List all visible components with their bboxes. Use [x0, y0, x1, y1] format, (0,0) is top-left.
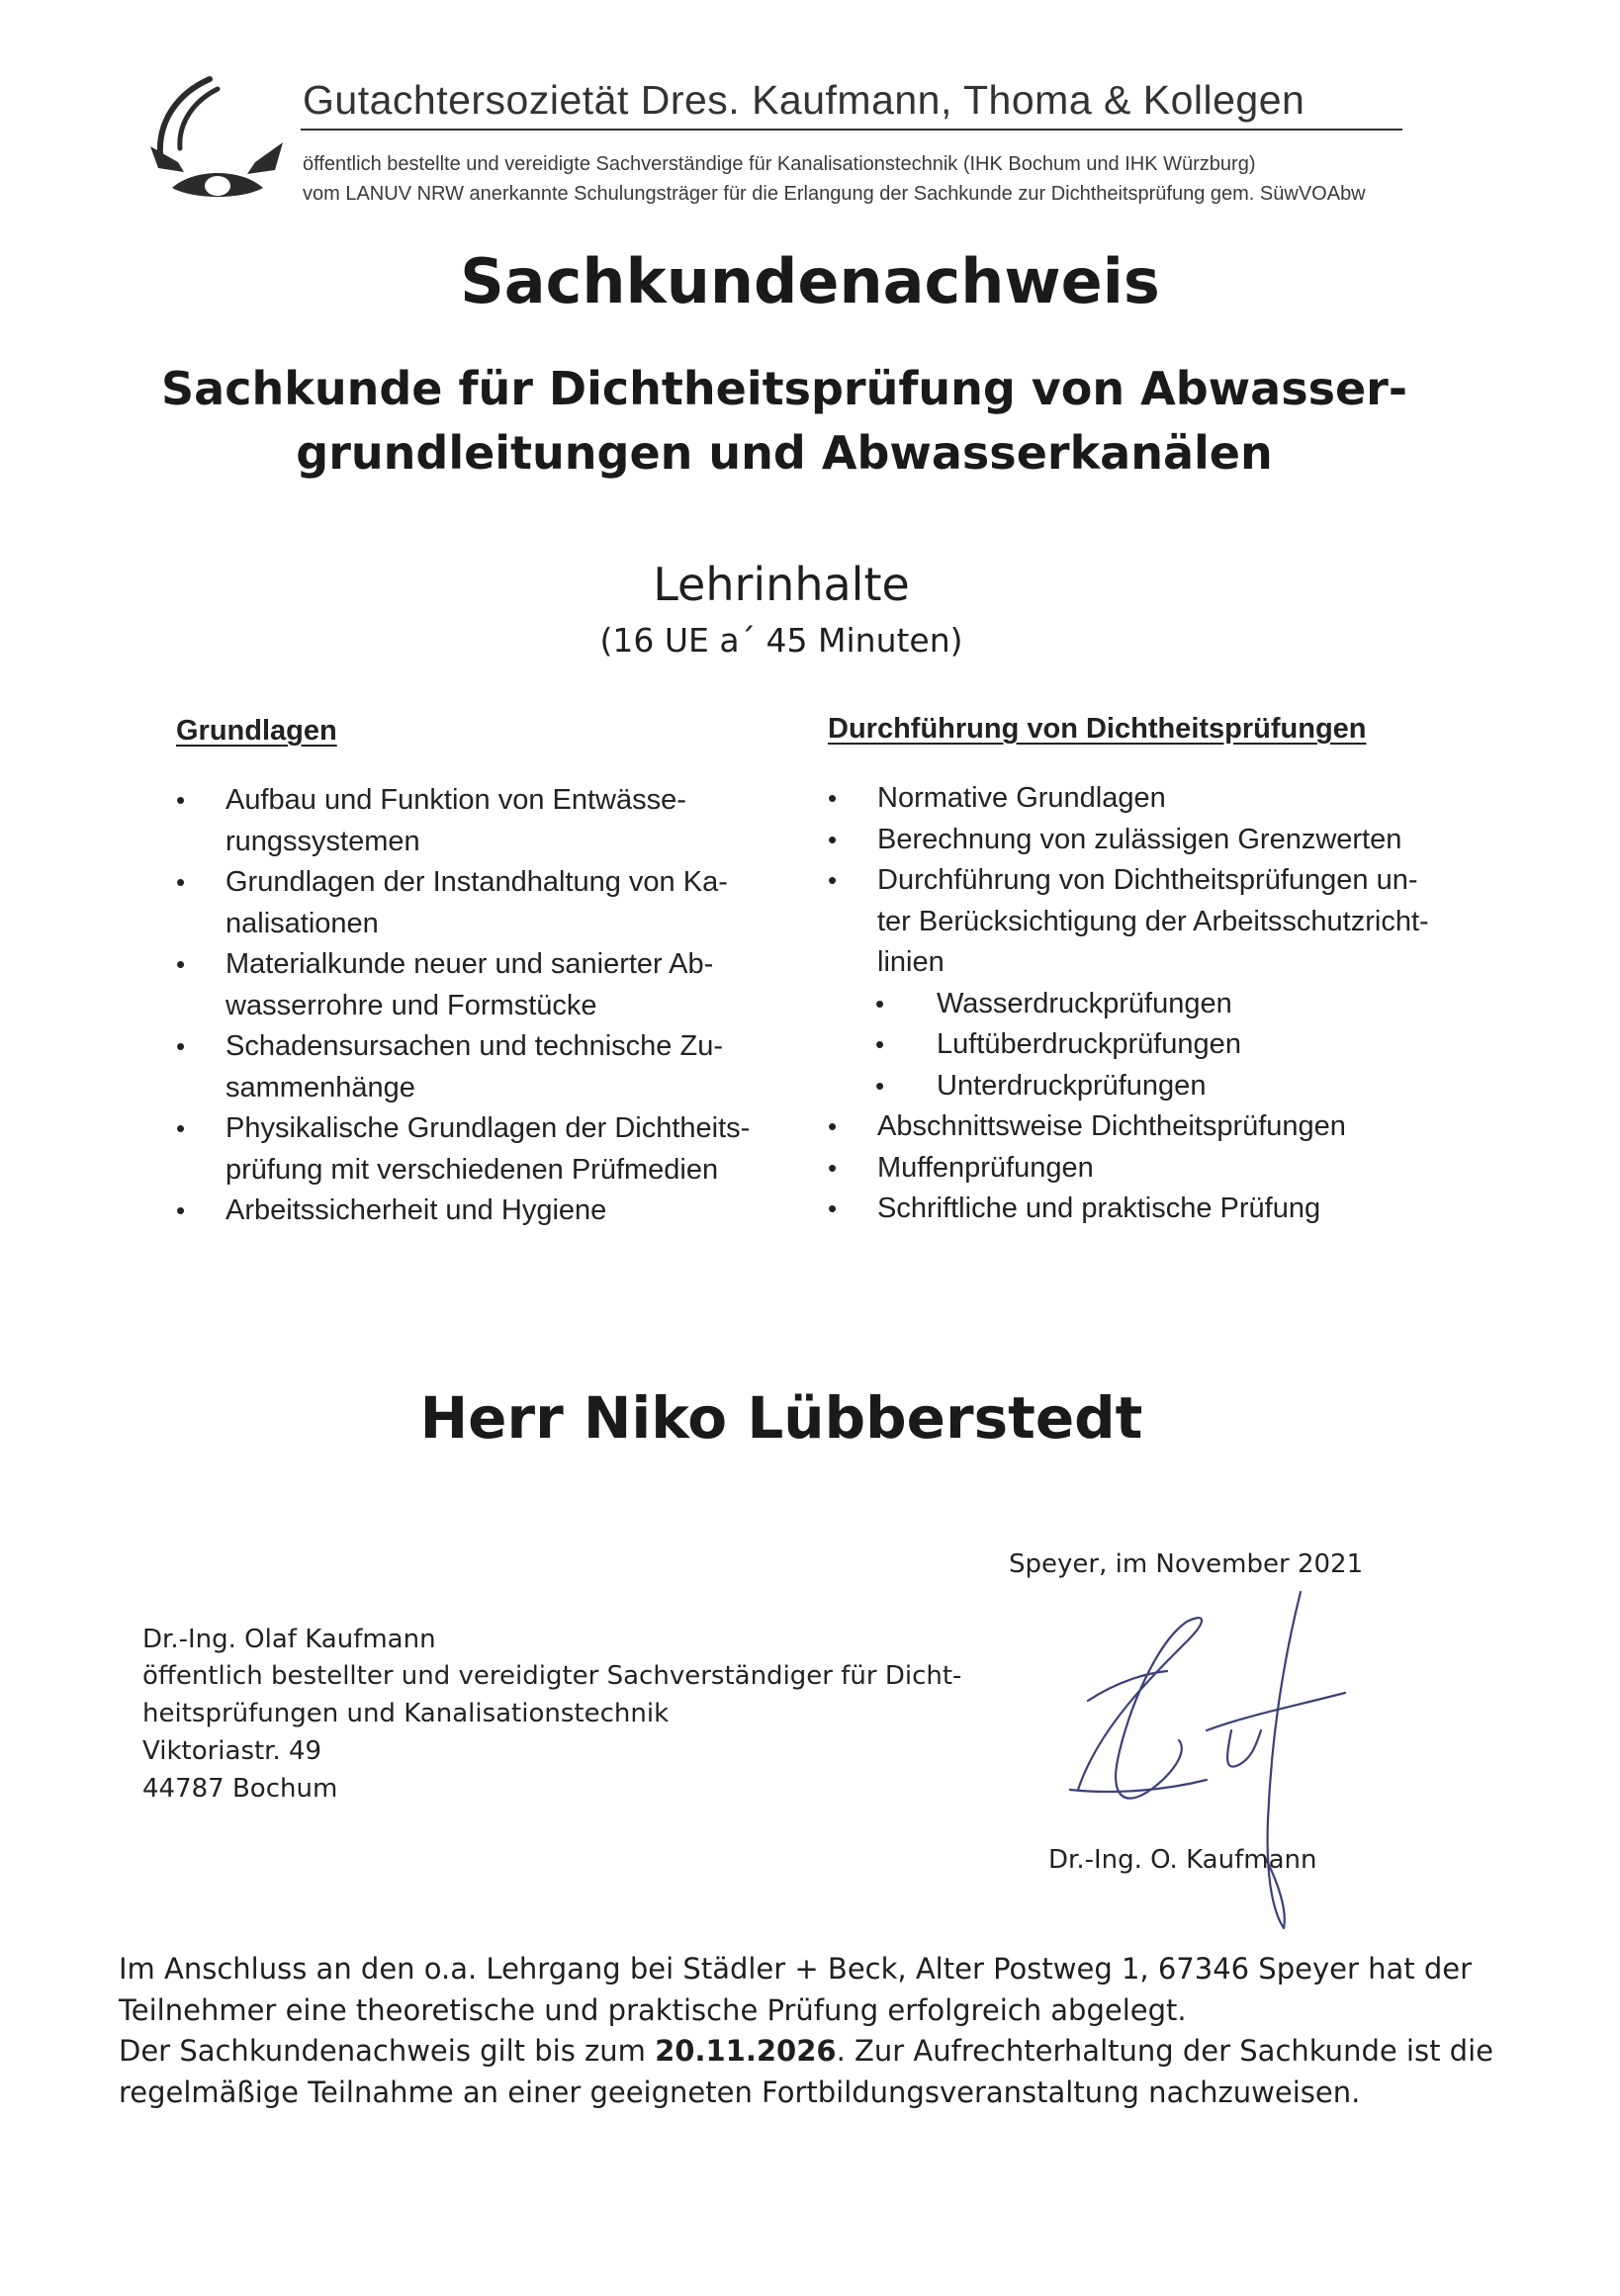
handwritten-signature [1058, 1582, 1355, 1948]
column-heading-basics: Grundlagen [176, 715, 337, 747]
issuer-role-line-1: öffentlich bestellter und vereidigter Sachverständiger für Dicht- [142, 1661, 962, 1691]
list-item: • Physikalische Grundlagen der Dichtheits- prüfung mit verschiedenen Prüfmedien [176, 1108, 779, 1191]
organization-name: Gutachtersozietät Dres. Kaufmann, Thoma & Kollegen [303, 77, 1305, 123]
list-item: • Durchführung von Dichtheitsprüfungen un- ter Berücksichtigung der Arbeitsschutzricht- linien [828, 860, 1500, 984]
signature-printed-name: Dr.-Ing. O. Kaufmann [1048, 1845, 1317, 1875]
footer-text-line-1: Im Anschluss an den o.a. Lehrgang bei Städler + Beck, Alter Postweg 1, 67346 Speyer hat der [119, 1952, 1473, 1986]
sub-list-item: • Luftüberdruckprüfungen [828, 1024, 1500, 1066]
recipient-name: Herr Niko Lübberstedt [419, 1384, 1143, 1452]
issuer-city: 44787 Bochum [142, 1774, 338, 1804]
footer-text-line-2: Teilnehmer eine theoretische und praktische Prüfung erfolgreich abgelegt. [119, 1993, 1187, 2027]
sub-list-item: • Wasserdruckprüfungen [828, 984, 1500, 1025]
place-date: Speyer, im November 2021 [1009, 1549, 1364, 1579]
document-subtitle-line-1: Sachkunde für Dichtheitsprüfung von Abwasser- [161, 362, 1407, 415]
footer-text-line-4: regelmäßige Teilnahme an einer geeigneten Fortbildungsveranstaltung nachzuweisen. [119, 2075, 1361, 2109]
org-logo-icon [148, 71, 287, 205]
organization-subline-1: öffentlich bestellte und vereidigte Sachverständige für Kanalisationstechnik (IHK Bochum und IHK Würzburg) [303, 153, 1256, 175]
list-item: • Materialkunde neuer und sanierter Ab- wasserrohre und Formstücke [176, 944, 779, 1026]
document-subtitle-line-2: grundleitungen und Abwasserkanälen [296, 426, 1273, 480]
list-item: • Abschnittsweise Dichtheitsprüfungen [828, 1106, 1500, 1148]
issuer-role-line-2: heitsprüfungen und Kanalisationstechnik [142, 1699, 670, 1728]
organization-subline-2: vom LANUV NRW anerkannte Schulungsträger für die Erlangung der Sachkunde zur Dichtheitsprüfung gem. SüwVOAbw [303, 183, 1366, 205]
footer-text-line-3: Der Sachkundenachweis gilt bis zum 20.11.2026. Zur Aufrechterhaltung der Sachkunde ist die [119, 2034, 1493, 2068]
issuer-name: Dr.-Ing. Olaf Kaufmann [142, 1625, 436, 1654]
content-units: (16 UE a´ 45 Minuten) [599, 621, 963, 660]
sub-list-item: • Unterdruckprüfungen [828, 1066, 1500, 1107]
list-item: • Normative Grundlagen [828, 778, 1500, 820]
header-rule [301, 129, 1402, 131]
list-item: • Berechnung von zulässigen Grenzwerten [828, 820, 1500, 861]
list-item: • Aufbau und Funktion von Entwässe- rungssystemen [176, 780, 779, 862]
list-item: • Arbeitssicherheit und Hygiene [176, 1191, 779, 1232]
validity-date: 20.11.2026 [655, 2034, 837, 2068]
list-item: • Muffenprüfungen [828, 1148, 1500, 1190]
document-title: Sachkundenachweis [460, 245, 1160, 317]
list-item: • Schriftliche und praktische Prüfung [828, 1189, 1500, 1230]
list-item: • Schadensursachen und technische Zu- sammenhänge [176, 1026, 779, 1108]
testing-list [828, 778, 1500, 1230]
basics-list [176, 780, 779, 1232]
column-heading-testing: Durchführung von Dichtheitsprüfungen [828, 713, 1367, 745]
content-heading: Lehrinhalte [653, 558, 910, 611]
issuer-street: Viktoriastr. 49 [142, 1736, 322, 1766]
list-item: • Grundlagen der Instandhaltung von Ka- nalisationen [176, 862, 779, 944]
